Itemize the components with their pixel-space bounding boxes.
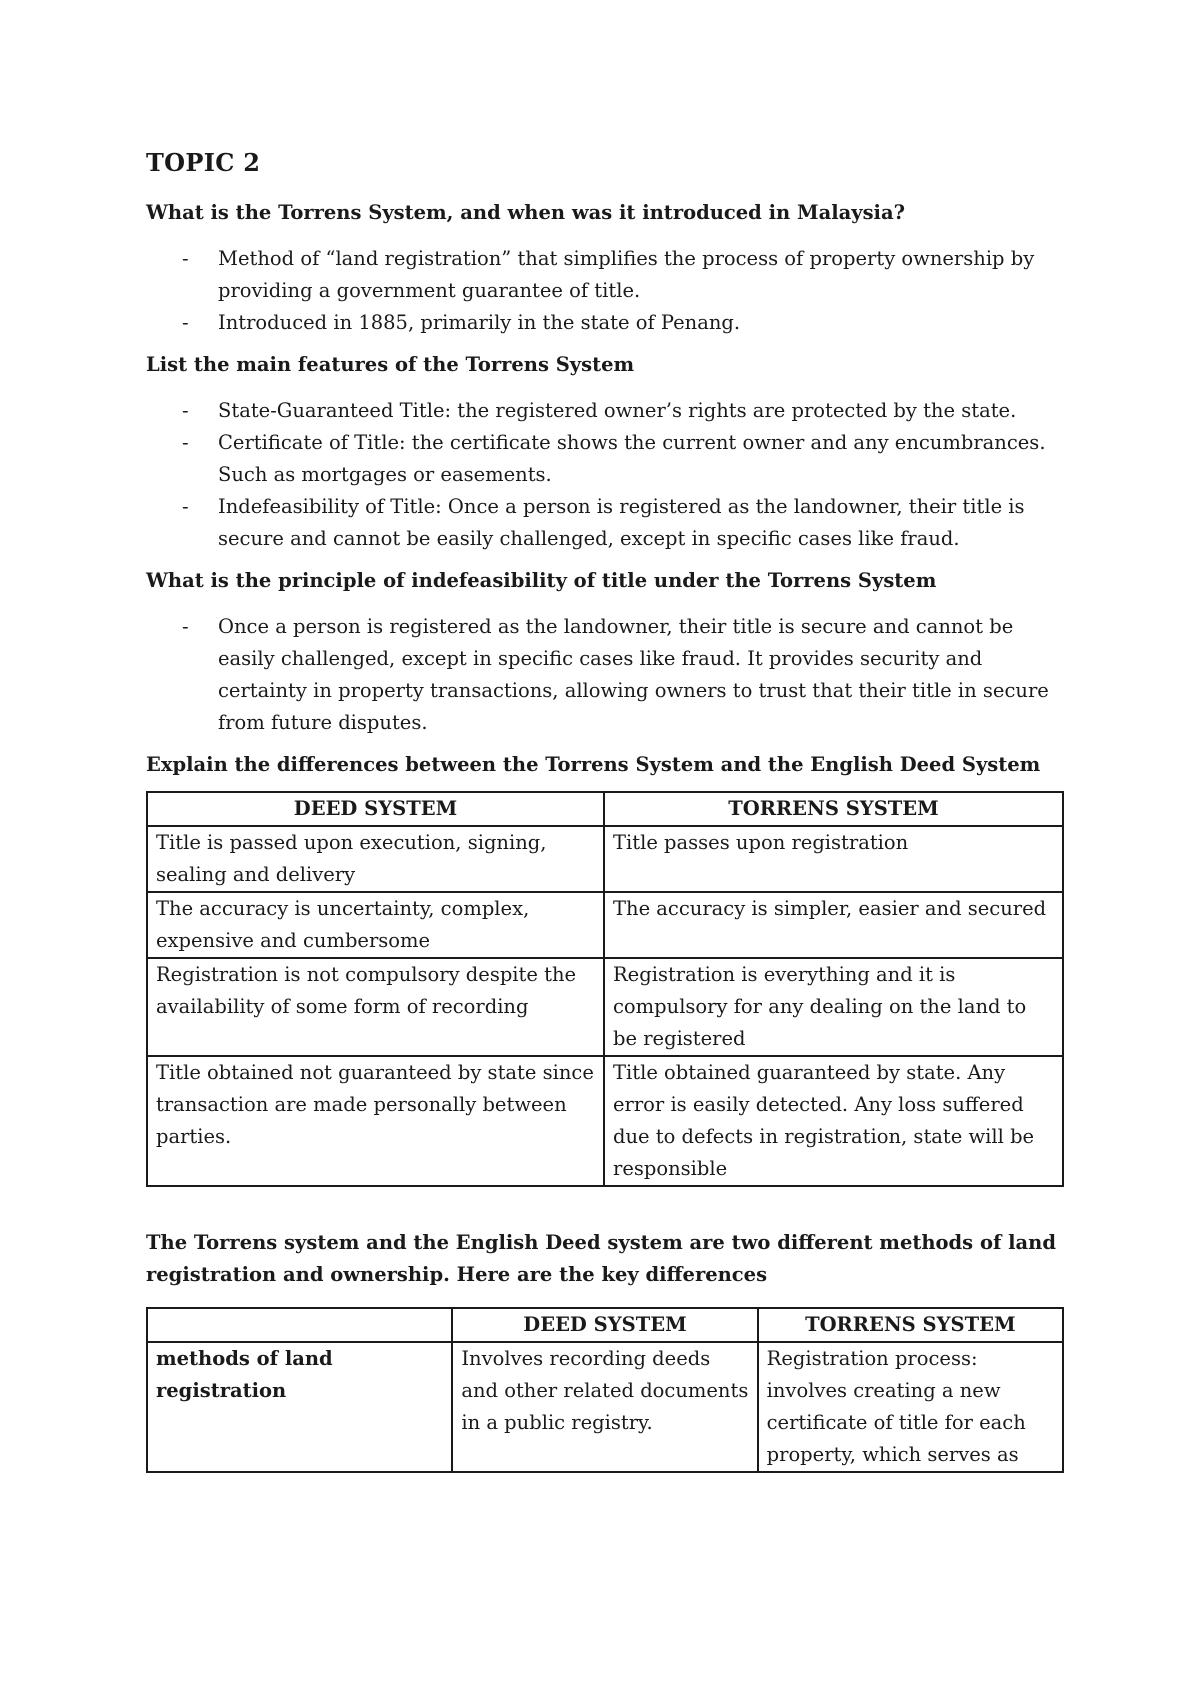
- table-cell: The accuracy is uncertainty, complex, expensive and cumbersome: [147, 892, 604, 958]
- column-header: TORRENS SYSTEM: [604, 792, 1063, 826]
- table-header-row: [147, 792, 1063, 826]
- section-main-features: [146, 349, 1066, 555]
- list-item: - Method of “land registration” that simplifies the process of property ownership by providing a government guarantee of title.: [182, 247, 1035, 302]
- column-header: DEED SYSTEM: [147, 792, 604, 826]
- question-heading: What is the principle of indefeasibility of title under the Torrens System: [146, 569, 937, 592]
- table-cell: Registration is everything and it is compulsory for any dealing on the land to be registered: [604, 958, 1063, 1056]
- list-item: - Introduced in 1885, primarily in the state of Penang.: [182, 311, 741, 334]
- bullet-list: [146, 243, 1066, 339]
- table-row: [147, 1342, 1063, 1472]
- table-header-row: [147, 1308, 1063, 1342]
- bullet-list: [146, 395, 1066, 555]
- table-cell: Involves recording deeds and other related documents in a public registry.: [452, 1342, 757, 1472]
- table-row: [147, 826, 1063, 892]
- table-cell: Title is passed upon execution, signing, sealing and delivery: [147, 826, 604, 892]
- section-torrens-intro: [146, 197, 1066, 339]
- column-header: DEED SYSTEM: [452, 1308, 757, 1342]
- column-header: [147, 1308, 452, 1342]
- comparison-table-1: [146, 791, 1064, 1187]
- table-cell: Title obtained not guaranteed by state since transaction are made personally between parties.: [147, 1056, 604, 1186]
- table-row: [147, 1056, 1063, 1186]
- row-header-cell: methods of land registration: [147, 1342, 452, 1472]
- table-row: [147, 958, 1063, 1056]
- table-row: [147, 892, 1063, 958]
- comparison-table-2: [146, 1307, 1064, 1473]
- table-cell: Registration is not compulsory despite the availability of some form of recording: [147, 958, 604, 1056]
- question-heading: What is the Torrens System, and when was it introduced in Malaysia?: [146, 201, 906, 224]
- table-cell: Title obtained guaranteed by state. Any error is easily detected. Any loss suffered due to defects in registration, state will be responsible: [604, 1056, 1063, 1186]
- list-item: - Once a person is registered as the landowner, their title is secure and cannot be easily challenged, except in specific cases like fraud. It provides security and certainty in property transactions, allowing owners to trust that their title in secure from future disputes.: [182, 615, 1049, 734]
- bullet-list: [146, 611, 1066, 739]
- list-item: - Certificate of Title: the certificate shows the current owner and any encumbrances. Such as mortgages or easements.: [182, 431, 1046, 486]
- question-heading: List the main features of the Torrens System: [146, 353, 635, 376]
- document-page: [146, 148, 1066, 1473]
- list-item: - State-Guaranteed Title: the registered owner’s rights are protected by the state.: [182, 399, 1017, 422]
- topic-title: TOPIC 2: [146, 148, 261, 177]
- section-indefeasibility: [146, 565, 1066, 739]
- table2-heading: The Torrens system and the English Deed system are two different methods of land registration and ownership. Here are the key differences: [146, 1231, 1056, 1286]
- column-header: TORRENS SYSTEM: [758, 1308, 1063, 1342]
- table-cell: The accuracy is simpler, easier and secured: [604, 892, 1063, 958]
- table-cell: Registration process: involves creating a new certificate of title for each property, which serves as: [758, 1342, 1063, 1472]
- table1-heading: Explain the differences between the Torrens System and the English Deed System: [146, 753, 1041, 776]
- list-item: - Indefeasibility of Title: Once a person is registered as the landowner, their title is secure and cannot be easily challenged, except in specific cases like fraud.: [182, 495, 1025, 550]
- table-cell: Title passes upon registration: [604, 826, 1063, 892]
